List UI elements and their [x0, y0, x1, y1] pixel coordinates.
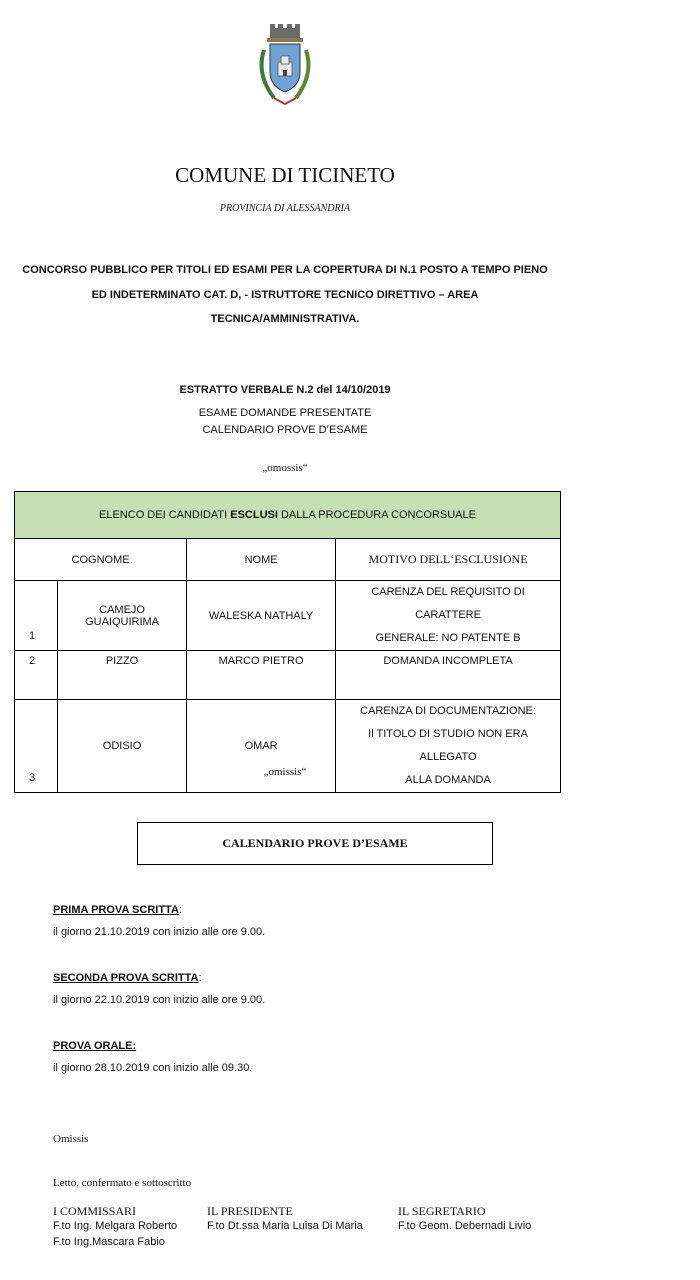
- motivo-line: Il TITOLO DI STUDIO NON ERA ALLEGATO: [368, 728, 528, 763]
- motivo-line: CARENZA DI DOCUMENTAZIONE:: [360, 705, 536, 717]
- table-banner-row: [15, 492, 561, 539]
- seconda-prova-heading: SECONDA PROVA SCRITTA:: [53, 972, 202, 984]
- table-header-row: [15, 539, 561, 581]
- motivo-line: CARENZA DEL REQUISITO DI CARATTERE: [371, 586, 525, 621]
- commissari-label: I COMMISSARI: [53, 1204, 137, 1218]
- commissario-1: F.to Ing. Melgara Roberto: [53, 1220, 178, 1232]
- prima-prova-heading: PRIMA PROVA SCRITTA:: [53, 904, 182, 916]
- presidente-label: IL PRESIDENTE: [207, 1204, 293, 1218]
- seconda-prova-text: il giorno 22.10.2019 con inizio alle ore 9.00.: [53, 994, 266, 1006]
- cell-nome: MARCO PIETRO: [187, 651, 336, 700]
- banner-text-pre: ELENCO DEI CANDIDATI: [99, 509, 231, 521]
- seconda-prova-label: SECONDA PROVA SCRITTA: [53, 972, 199, 984]
- province-subtitle: PROVINCIA DI ALESSANDRIA: [219, 203, 351, 214]
- cell-cognome: PIZZO: [58, 651, 187, 700]
- footer-letto: Letto, confermato e sottoscritto: [53, 1177, 192, 1189]
- motivo-line: ALLA DOMANDA: [405, 774, 491, 786]
- cell-motivo: [336, 700, 561, 793]
- prima-prova-text: il giorno 21.10.2019 con inizio alle ore 9.00.: [53, 926, 266, 938]
- presidente-name: F.to Dt.ssa Maria Luisa Di Maria: [207, 1220, 363, 1232]
- table-row: [15, 651, 561, 700]
- coat-of-arms-icon: [250, 24, 320, 108]
- page-title: COMUNE DI TICINETO: [175, 163, 395, 187]
- banner-text-bold: ESCLUSI: [230, 509, 278, 521]
- verbale-line-2: CALENDARIO PROVE D’ESAME: [202, 424, 368, 436]
- col-nome-header: NOME: [187, 539, 336, 581]
- segretario-name: F.to Geom. Debernadi Livio: [398, 1220, 532, 1232]
- verbale-line-1: ESAME DOMANDE PRESENTATE: [198, 407, 372, 419]
- excluded-candidates-table: [14, 491, 561, 793]
- commissario-2: F.to Ing.Mascara Fabio: [53, 1236, 165, 1248]
- row-number: 3: [15, 700, 58, 793]
- motivo-line: GENERALE: NO PATENTE B: [375, 632, 521, 644]
- cell-cognome: ODISIO: [58, 700, 187, 793]
- col-motivo-header: MOTIVO DELL‘ESCLUSIONE: [336, 539, 561, 581]
- omissis-bottom: „omissis“: [263, 766, 307, 778]
- footer-omissis: Omissis: [53, 1133, 89, 1145]
- concorso-line-3: TECNICA/AMMINISTRATIVA.: [210, 313, 360, 325]
- concorso-line-1: CONCORSO PUBBLICO PER TITOLI ED ESAMI PER LA COPERTURA DI N.1 POSTO A TEMPO PIENO: [22, 264, 548, 276]
- row-number: 2: [15, 651, 58, 700]
- cell-nome: OMAR: [187, 700, 336, 793]
- table-row: [15, 700, 561, 793]
- cell-cognome: CAMEJO GUAIQUIRIMA: [58, 581, 187, 651]
- table-row: [15, 581, 561, 651]
- prova-orale-text: il giorno 28.10.2019 con inizio alle 09.30.: [53, 1062, 253, 1074]
- concorso-line-2: ED INDETERMINATO CAT. D, - ISTRUTTORE TECNICO DIRETTIVO – AREA: [91, 289, 479, 301]
- prima-prova-label: PRIMA PROVA SCRITTA: [53, 904, 179, 916]
- banner-text-post: DALLA PROCEDURA CONCORSUALE: [277, 509, 476, 521]
- table-banner: [15, 492, 561, 539]
- verbale-title: ESTRATTO VERBALE N.2 del 14/10/2019: [179, 384, 391, 396]
- cell-motivo: [336, 581, 561, 651]
- calendario-box-title: CALENDARIO PROVE D’ESAME: [137, 822, 493, 865]
- col-cognome-header: COGNOME: [15, 539, 187, 581]
- segretario-label: IL SEGRETARIO: [398, 1204, 486, 1218]
- omissis-top: „omossis“: [262, 462, 308, 474]
- cell-nome: WALESKA NATHALY: [187, 581, 336, 651]
- prova-orale-label: PROVA ORALE:: [53, 1040, 137, 1052]
- cell-motivo: DOMANDA INCOMPLETA: [336, 651, 561, 700]
- row-number: 1: [15, 581, 58, 651]
